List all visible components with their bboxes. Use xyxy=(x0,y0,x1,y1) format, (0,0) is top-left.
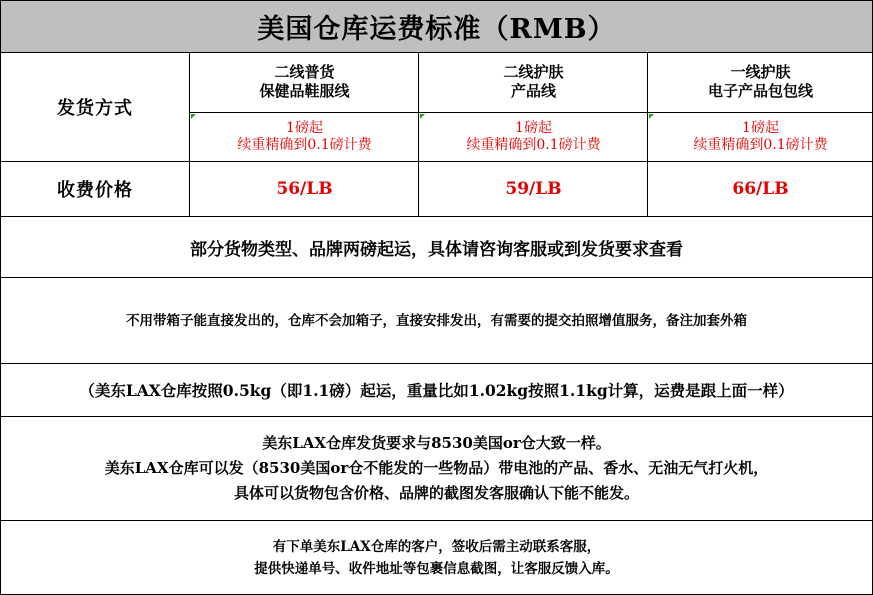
table-rule xyxy=(0,277,873,278)
column-1-name-line2: 保健品鞋服线 xyxy=(259,82,350,100)
contact-line-1: 有下单美东LAX仓库的客户，签收后需主动联系客服， xyxy=(272,539,601,555)
column-rule-1 xyxy=(190,113,419,161)
price-cell-3: 66/LB xyxy=(732,179,789,199)
column-header-1 xyxy=(190,52,419,112)
table-rule xyxy=(0,161,873,162)
shipping-method-label: 发货方式 xyxy=(57,97,133,119)
table-column-rule xyxy=(189,52,190,217)
column-rule-2 xyxy=(419,113,648,161)
column-1-name-line1: 二线普货 xyxy=(274,63,335,81)
column-rule-3 xyxy=(648,113,873,161)
table-rule xyxy=(0,416,873,417)
box-notice: 不用带箱子能直接发出的，仓库不会加箱子，直接安排发出，有需要的提交拍照增值服务，备注加套外箱 xyxy=(126,312,747,329)
lax-line-1: 美东LAX仓库发货要求与8530美国or仓大致一样。 xyxy=(262,434,611,452)
contact-notice xyxy=(0,521,873,595)
table-rule xyxy=(190,112,873,113)
column-3-name-line2: 电子产品包包线 xyxy=(707,82,813,100)
table-rule xyxy=(0,520,873,521)
contact-line-2: 提供快递单号、收件地址等包裹信息截图，让客服反馈入库。 xyxy=(254,561,619,577)
column-header-2 xyxy=(419,52,648,112)
column-3-rule-line2: 续重精确到0.1磅计费 xyxy=(693,137,828,153)
column-2-name-line2: 产品线 xyxy=(510,82,556,100)
column-2-rule-line1: 1磅起 xyxy=(515,120,552,136)
column-2-rule-line2: 续重精确到0.1磅计费 xyxy=(466,137,601,153)
title-text: 美国仓库运费标准（RMB） xyxy=(257,13,616,45)
table-column-rule xyxy=(418,52,419,217)
column-header-3 xyxy=(648,52,873,112)
table-rule xyxy=(0,52,873,53)
lax-requirements xyxy=(0,417,873,520)
column-3-rule-line1: 1磅起 xyxy=(742,120,779,136)
price-row-label: 收费价格 xyxy=(57,180,133,201)
cell-marker-icon xyxy=(420,114,425,119)
cell-marker-icon xyxy=(649,114,654,119)
lax-line-2: 美东LAX仓库可以发（8530美国or仓不能发的一些物品）带电池的产品、香水、无油无气打火机， xyxy=(104,459,769,477)
column-1-rule-line1: 1磅起 xyxy=(286,120,323,136)
table-rule xyxy=(0,363,873,364)
column-2-name-line1: 二线护肤 xyxy=(503,63,564,81)
column-3-name-line1: 一线护肤 xyxy=(730,63,791,81)
price-cell-2: 59/LB xyxy=(505,179,562,199)
lax-line-3: 具体可以货物包含价格、品牌的截图发客服确认下能不能发。 xyxy=(233,484,639,502)
brand-notice: 部分货物类型、品牌两磅起运，具体请咨询客服或到发货要求查看 xyxy=(190,239,683,260)
table-border-left xyxy=(0,0,1,595)
page-title xyxy=(0,0,873,52)
table-border-top xyxy=(0,0,873,1)
price-cell-1: 56/LB xyxy=(276,179,333,199)
column-1-rule-line2: 续重精确到0.1磅计费 xyxy=(237,137,372,153)
cell-marker-icon xyxy=(191,114,196,119)
table-column-rule xyxy=(647,52,648,217)
weight-notice: （美东LAX仓库按照0.5kg（即1.1磅）起运，重量比如1.02kg按照1.1kg计算，运费是跟上面一样） xyxy=(79,381,794,400)
table-rule xyxy=(0,216,873,217)
